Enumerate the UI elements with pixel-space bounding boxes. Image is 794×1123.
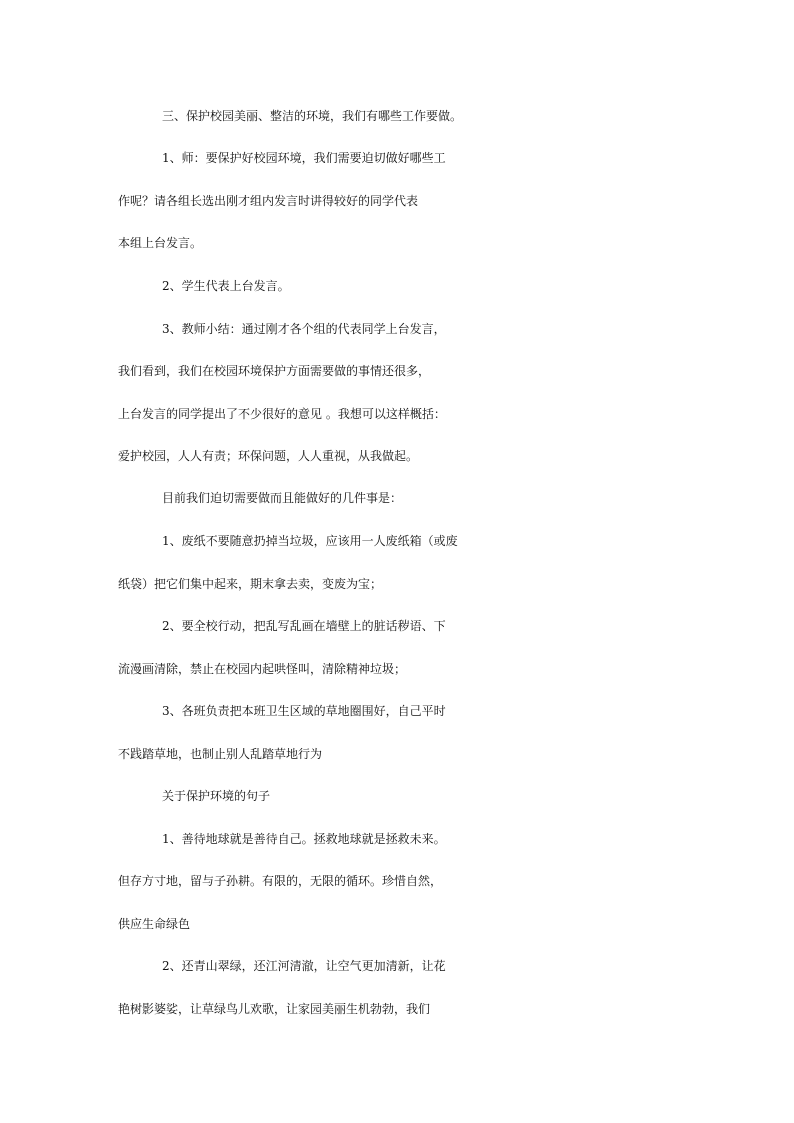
- paragraph-line: 上台发言的同学提出了不少很好的意见 。我想可以这样概括：: [118, 407, 446, 421]
- list-item-line: 2、还青山翠绿，还江河清澈，让空气更加清新，让花: [162, 959, 446, 973]
- paragraph-line: 目前我们迫切需要做而且能做好的几件事是：: [162, 491, 403, 505]
- list-item-line: 流漫画清除，禁止在校园内起哄怪叫，清除精神垃圾；: [118, 662, 407, 676]
- paragraph-line: 本组上台发言。: [118, 236, 203, 250]
- list-item-line: 不践踏草地，也制止别人乱踏草地行为: [118, 747, 323, 761]
- list-item-line: 供应生命绿色: [118, 917, 191, 931]
- paragraph-line: 3、教师小结：通过刚才各个组的代表同学上台发言，: [162, 322, 446, 336]
- list-item-line: 但存方寸地，留与子孙耕。有限的，无限的循环。珍惜自然，: [118, 874, 443, 888]
- list-item-line: 纸袋）把它们集中起来，期末拿去卖，变废为宝；: [118, 577, 383, 591]
- paragraph-line: 1、师：要保护好校园环境，我们需要迫切做好哪些工: [162, 151, 446, 165]
- list-item-line: 艳树影婆娑，让草绿鸟儿欢歌，让家园美丽生机勃勃，我们: [118, 1002, 431, 1016]
- paragraph-line: 我们看到，我们在校园环境保护方面需要做的事情还很多，: [118, 364, 431, 378]
- paragraph-line: 2、学生代表上台发言。: [162, 279, 290, 293]
- list-item-line: 1、善待地球就是善待自己。拯救地球就是拯救未来。: [162, 832, 446, 846]
- subsection-heading: 关于保护环境的句子: [162, 789, 271, 803]
- paragraph-line: 作呢？请各组长选出刚才组内发言时讲得较好的同学代表: [118, 194, 419, 208]
- list-item-line: 2、要全校行动，把乱写乱画在墙壁上的脏话秽语、下: [162, 619, 446, 633]
- list-item-line: 3、各班负责把本班卫生区域的草地圈围好，自己平时: [162, 704, 446, 718]
- list-item-line: 1、废纸不要随意扔掉当垃圾，应该用一人废纸箱（或废: [162, 534, 458, 548]
- paragraph-line: 爱护校园，人人有责；环保问题，人人重视，从我做起。: [118, 449, 419, 463]
- section-heading: 三、保护校园美丽、整洁的环境，我们有哪些工作要做。: [162, 109, 463, 123]
